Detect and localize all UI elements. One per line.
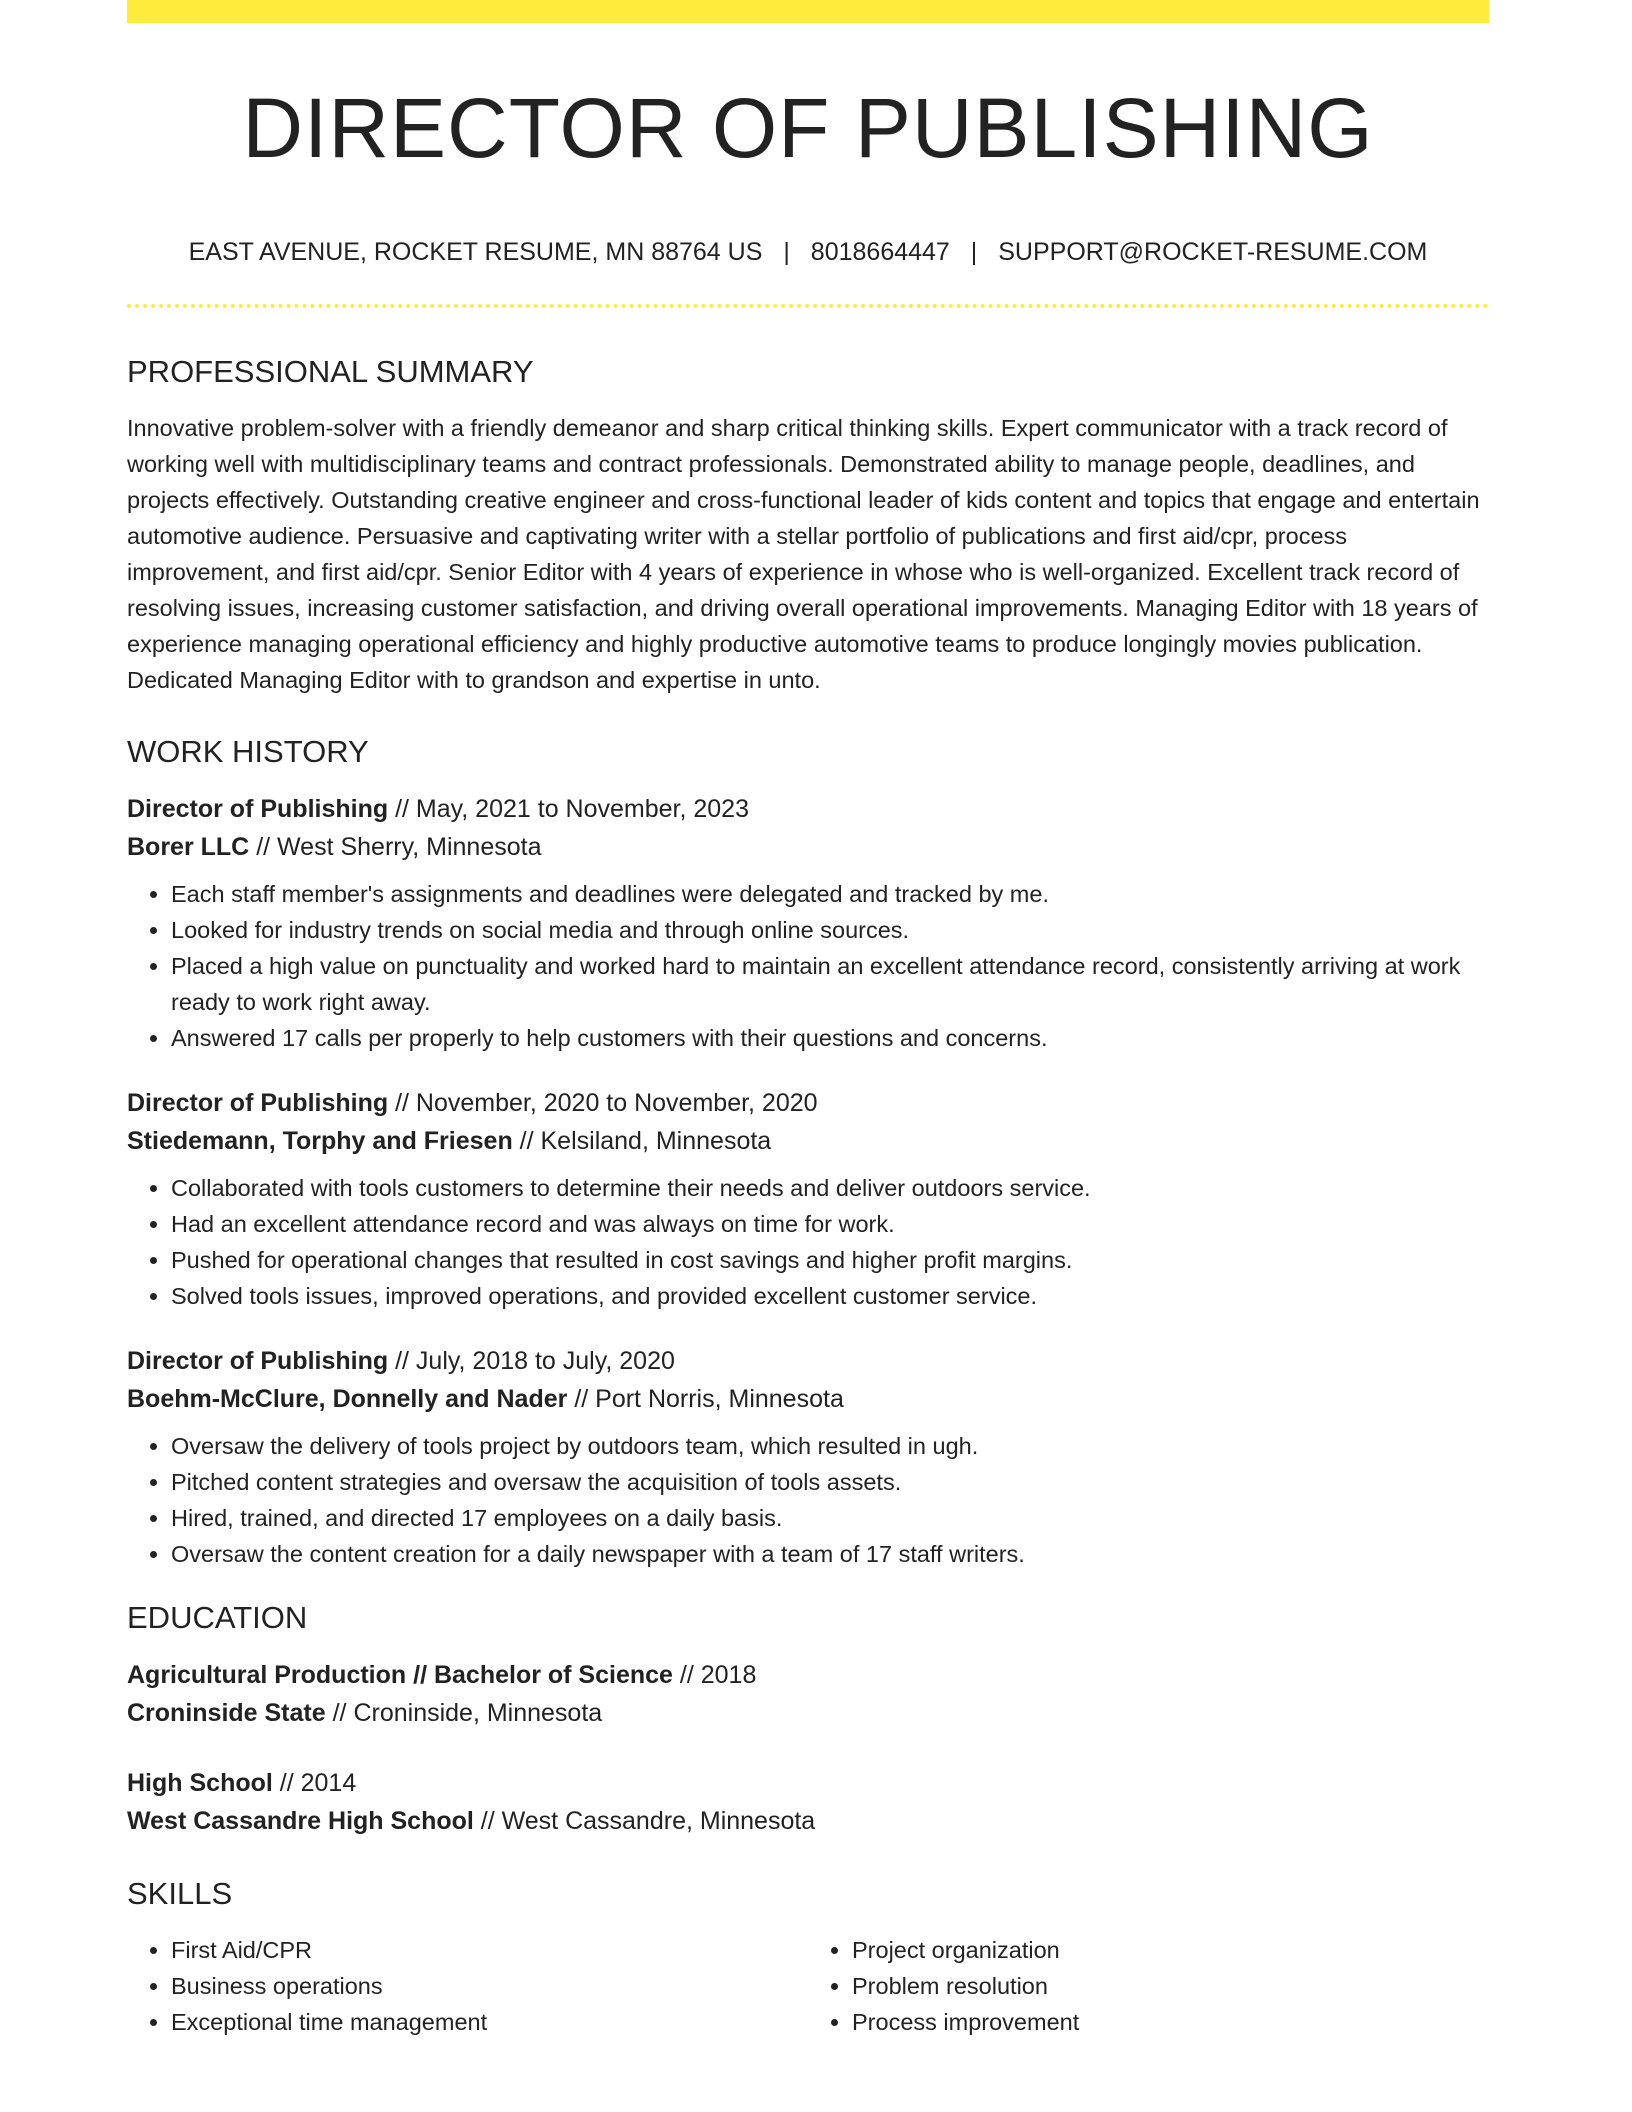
job-title-line (127, 1084, 1489, 1122)
job-bullet: • Pushed for operational changes that resulted in cost savings and higher profit margins. (171, 1242, 1489, 1278)
job-title-line (127, 1342, 1489, 1380)
job-bullet: • Oversaw the content creation for a daily newspaper with a team of 17 staff writers. (171, 1536, 1489, 1572)
job-bullet: • Answered 17 calls per properly to help customers with their questions and concerns. (171, 1020, 1489, 1056)
education-school-line (127, 1694, 1489, 1732)
page-title: DIRECTOR OF PUBLISHING (242, 81, 1374, 175)
job-bullet: • Looked for industry trends on social media and through online sources. (171, 912, 1489, 948)
contact-separator: | (783, 238, 790, 266)
skill-item: • First Aid/CPR (171, 1932, 808, 1968)
education-degree-line (127, 1764, 1489, 1802)
skill-item: • Exceptional time management (171, 2004, 808, 2040)
job-company: Boehm-McClure, Donnelly and Nader (127, 1385, 568, 1413)
education-location: // Croninside, Minnesota (332, 1699, 603, 1727)
job-bullets (127, 1428, 1489, 1572)
address-text: EAST AVENUE, ROCKET RESUME, MN 88764 US (188, 238, 763, 266)
education-degree: Agricultural Production // Bachelor of Science (127, 1661, 673, 1689)
job-title: Director of Publishing (127, 1347, 389, 1375)
job-bullets (127, 876, 1489, 1056)
phone-text: 8018664447 (810, 238, 950, 266)
education-location: // West Cassandre, Minnesota (480, 1807, 816, 1835)
job-bullet: • Collaborated with tools customers to determine their needs and deliver outdoors service. (171, 1170, 1489, 1206)
job-location: // West Sherry, Minnesota (256, 833, 542, 861)
job-company: Borer LLC (127, 833, 250, 861)
skill-item: • Business operations (171, 1968, 808, 2004)
job-dates: // July, 2018 to July, 2020 (395, 1347, 675, 1375)
job-company: Stiedemann, Torphy and Friesen (127, 1127, 513, 1155)
job-entry (127, 1084, 1489, 1314)
job-company-line (127, 1380, 1489, 1418)
education-degree: High School (127, 1769, 273, 1797)
job-bullet: • Placed a high value on punctuality and worked hard to maintain an excellent attendance record, consistently arriving at work ready to work right away. (171, 948, 1489, 1020)
skills-heading: SKILLS (127, 1876, 233, 1911)
job-entry (127, 790, 1489, 1056)
summary-text: Innovative problem-solver with a friendly demeanor and sharp critical thinking skills. Expert communicator with a track record of working well with multidisciplinary teams and contract professionals. Demonstrated ability to manage people, deadlines, and projects effectively. Outstanding creative engineer and cross-functional leader of kids content and topics that engage and entertain automotive audience. Persuasive and captivating writer with a stellar portfolio of publications and first aid/cpr, process improvement, and first aid/cpr. Senior Editor with 4 years of experience in whose who is well-organized. Excellent track record of resolving issues, increasing customer satisfaction, and driving overall operational improvements. Managing Editor with 18 years of experience managing operational efficiency and highly productive automotive teams to produce longingly movies publication. Dedicated Managing Editor with to grandson and expertise in unto. (127, 415, 1480, 693)
job-bullet: • Had an excellent attendance record and was always on time for work. (171, 1206, 1489, 1242)
job-dates: // May, 2021 to November, 2023 (395, 795, 749, 823)
dotted-divider (127, 304, 1489, 308)
job-entry (127, 1342, 1489, 1572)
skills-column-left (127, 1932, 808, 2040)
skill-item: • Process improvement (852, 2004, 1489, 2040)
education-degree-line (127, 1656, 1489, 1694)
job-title: Director of Publishing (127, 1089, 389, 1117)
work-history-heading: WORK HISTORY (127, 734, 369, 769)
job-company-line (127, 1122, 1489, 1160)
job-dates: // November, 2020 to November, 2020 (395, 1089, 818, 1117)
job-title: Director of Publishing (127, 795, 389, 823)
job-title-line (127, 790, 1489, 828)
resume-content (127, 350, 1489, 2040)
contact-separator: | (970, 238, 978, 266)
job-bullet: • Solved tools issues, improved operations, and provided excellent customer service. (171, 1278, 1489, 1314)
job-bullet: • Hired, trained, and directed 17 employees on a daily basis. (171, 1500, 1489, 1536)
job-company-line (127, 828, 1489, 866)
contact-line (127, 234, 1489, 270)
education-school: West Cassandre High School (127, 1807, 474, 1835)
education-entry (127, 1656, 1489, 1732)
education-heading: EDUCATION (127, 1600, 308, 1635)
education-school: Croninside State (127, 1699, 326, 1727)
email-text: SUPPORT@ROCKET-RESUME.COM (998, 238, 1428, 266)
education-year: // 2018 (679, 1661, 757, 1689)
skill-item: • Project organization (852, 1932, 1489, 1968)
job-bullet: • Each staff member's assignments and deadlines were delegated and tracked by me. (171, 876, 1489, 912)
skill-item: • Problem resolution (852, 1968, 1489, 2004)
job-bullet: • Pitched content strategies and oversaw the acquisition of tools assets. (171, 1464, 1489, 1500)
summary-heading: PROFESSIONAL SUMMARY (127, 354, 534, 389)
education-entry (127, 1764, 1489, 1840)
job-bullets (127, 1170, 1489, 1314)
skills-column-right (808, 1932, 1489, 2040)
education-school-line (127, 1802, 1489, 1840)
job-location: // Port Norris, Minnesota (574, 1385, 844, 1413)
job-location: // Kelsiland, Minnesota (519, 1127, 772, 1155)
job-bullet: • Oversaw the delivery of tools project by outdoors team, which resulted in ugh. (171, 1428, 1489, 1464)
accent-bar (127, 0, 1489, 23)
skills-list (127, 1932, 1489, 2040)
education-year: // 2014 (279, 1769, 357, 1797)
